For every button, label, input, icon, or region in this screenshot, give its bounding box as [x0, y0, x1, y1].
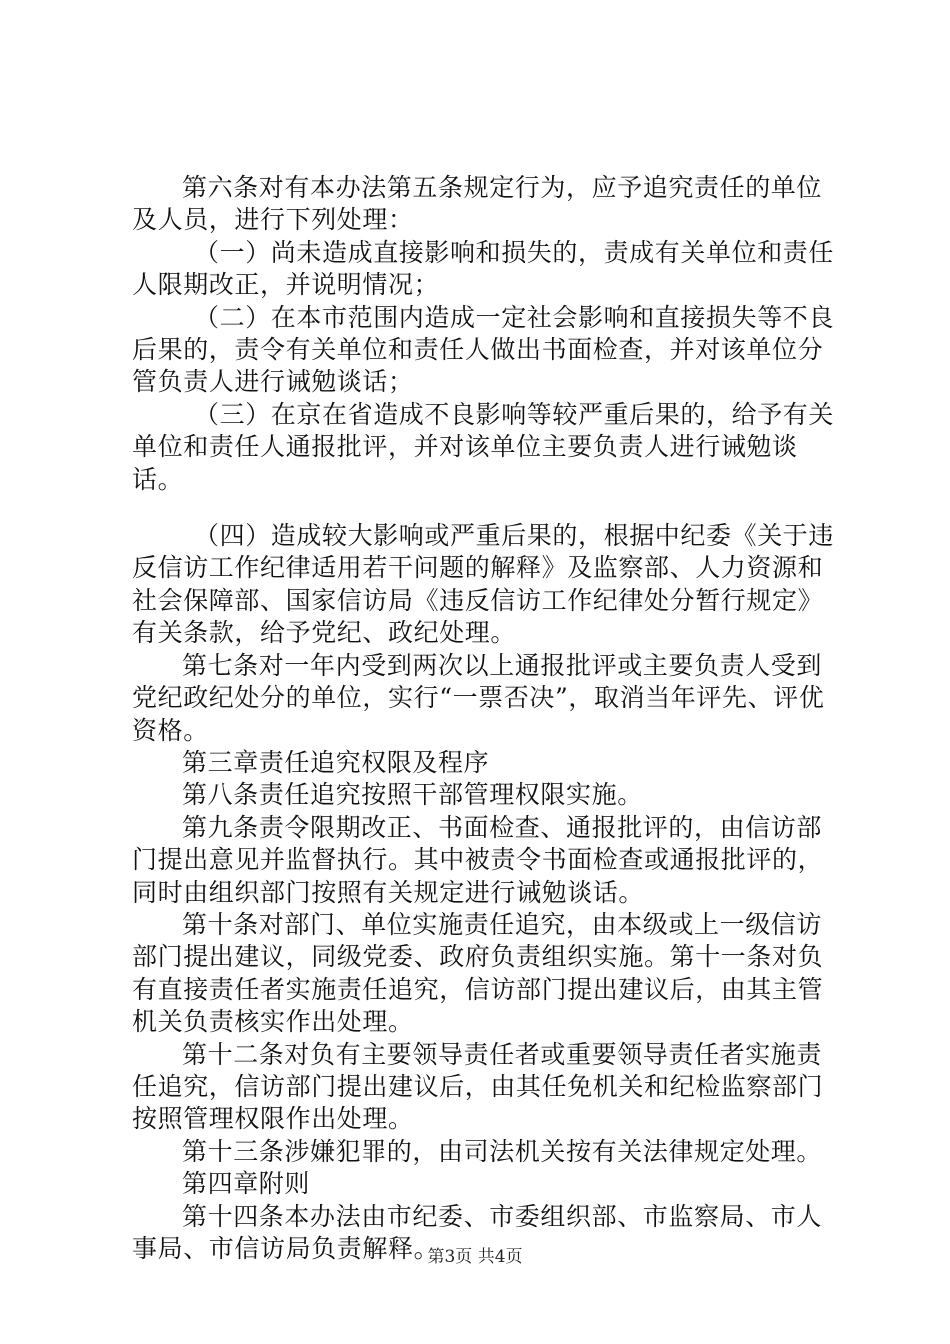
document-body: [132, 172, 844, 1265]
page-footer: [0, 1242, 950, 1267]
paragraph-gap: [132, 496, 844, 520]
article-12: 第十二条对负有主要领导责任者或重要领导责任者实施责任追究，信访部门提出建议后，由其任免机关和纪检监察部门按照管理权限作出处理。: [132, 1039, 824, 1134]
article-8: 第八条责任追究按照干部管理权限实施。: [182, 780, 643, 810]
article-14: 第十四条本办法由市纪委、市委组织部、市监察局、市人事局、市信访局负责解释。: [132, 1201, 823, 1263]
item-1: （一）尚未造成直接影响和损失的，责成有关单位和责任人限期改正，并说明情况；: [132, 237, 835, 300]
article-6: 第六条对有本办法第五条规定行为，应予追究责任的单位及人员，进行下列处理：: [132, 173, 823, 235]
article-10-11: 第十条对部门、单位实施责任追究，由本级或上一级信访部门提出建议，同级党委、政府负责组织实施。第十一条对负有直接责任者实施责任追究，信访部门提出建议后，由其主管机关负责核实作出处理。: [132, 909, 824, 1037]
chapter-4-heading: 第四章附则: [182, 1169, 311, 1199]
item-3: （三）在京在省造成不良影响等较严重后果的，给予有关单位和责任人通报批评，并对该单位主要负责人进行诫勉谈话。: [132, 399, 835, 494]
chapter-3-heading: 第三章责任追究权限及程序: [182, 747, 490, 777]
page-number: 第3页 共4页: [427, 1247, 523, 1267]
article-7: 第七条对一年内受到两次以上通报批评或主要负责人受到党纪政纪处分的单位，实行“一票否决”，取消当年评先、评优资格。: [132, 650, 825, 745]
item-2: （二）在本市范围内造成一定社会影响和直接损失等不良后果的，责令有关单位和责任人做出书面检查，并对该单位分管负责人进行诫勉谈话；: [132, 302, 835, 397]
article-9: 第九条责令限期改正、书面检查、通报批评的，由信访部门提出意见并监督执行。其中被责令书面检查或通报批评的，同时由组织部门按照有关规定进行诫勉谈话。: [132, 812, 824, 907]
item-4: （四）造成较大影响或严重后果的，根据中纪委《关于违反信访工作纪律适用若干问题的解释》及监察部、人力资源和社会保障部、国家信访局《违反信访工作纪律处分暂行规定》有关条款，给予党纪、政纪处理。: [132, 521, 835, 648]
article-13: 第十三条涉嫌犯罪的，由司法机关按有关法律规定处理。: [182, 1136, 823, 1166]
